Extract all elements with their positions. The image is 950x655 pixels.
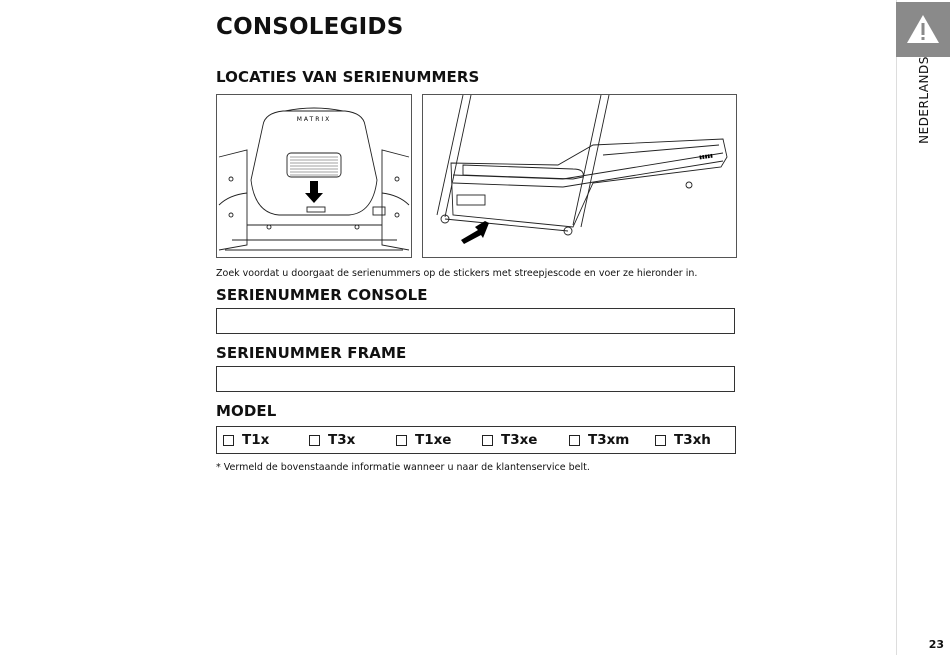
footnote: * Vermeld de bovenstaande informatie wanneer u naar de klantenservice belt. — [216, 462, 590, 473]
console-serial-heading: SERIENUMMER CONSOLE — [216, 286, 428, 304]
model-option-label: T1x — [242, 432, 270, 448]
svg-text:▮▮▮▮▮: ▮▮▮▮▮ — [698, 153, 714, 161]
page-number: 23 — [928, 638, 944, 651]
model-option-t3xm[interactable] — [569, 432, 629, 448]
model-option-label: T3x — [328, 432, 356, 448]
model-option-label: T1xe — [415, 432, 452, 448]
checkbox-icon[interactable] — [482, 435, 493, 446]
frame-serial-heading: SERIENUMMER FRAME — [216, 344, 407, 362]
frame-serial-arrow — [461, 221, 489, 244]
model-option-label: T3xe — [501, 432, 538, 448]
model-option-t3xe[interactable] — [482, 432, 537, 448]
frame-illustration — [422, 94, 737, 258]
model-option-t3xh[interactable] — [655, 432, 711, 448]
model-option-t1xe[interactable] — [396, 432, 451, 448]
frame-serial-field[interactable] — [216, 366, 735, 392]
checkbox-icon[interactable] — [569, 435, 580, 446]
locations-heading: LOCATIES VAN SERIENUMMERS — [216, 68, 480, 86]
page-title: CONSOLEGIDS — [216, 14, 404, 40]
checkbox-icon[interactable] — [223, 435, 234, 446]
checkbox-icon[interactable] — [396, 435, 407, 446]
model-options — [216, 426, 736, 454]
checkbox-icon[interactable] — [655, 435, 666, 446]
model-option-label: T3xm — [588, 432, 630, 448]
console-serial-field[interactable] — [216, 308, 735, 334]
console-serial-arrow — [305, 181, 323, 203]
language-tab-label: NEDERLANDS — [917, 56, 931, 144]
model-option-label: T3xh — [674, 432, 711, 448]
model-option-t3x[interactable] — [309, 432, 355, 448]
checkbox-icon[interactable] — [309, 435, 320, 446]
model-heading: MODEL — [216, 402, 277, 420]
console-illustration — [216, 94, 412, 258]
console-brand-label: MATRIX — [296, 116, 332, 123]
warning-tab — [896, 2, 950, 57]
instruction-text: Zoek voordat u doorgaat de serienummers op de stickers met streepjescode en voer ze hieronder in. — [216, 268, 698, 279]
model-option-t1x[interactable] — [223, 432, 269, 448]
warning-icon — [896, 2, 950, 57]
margin-divider — [896, 0, 897, 655]
